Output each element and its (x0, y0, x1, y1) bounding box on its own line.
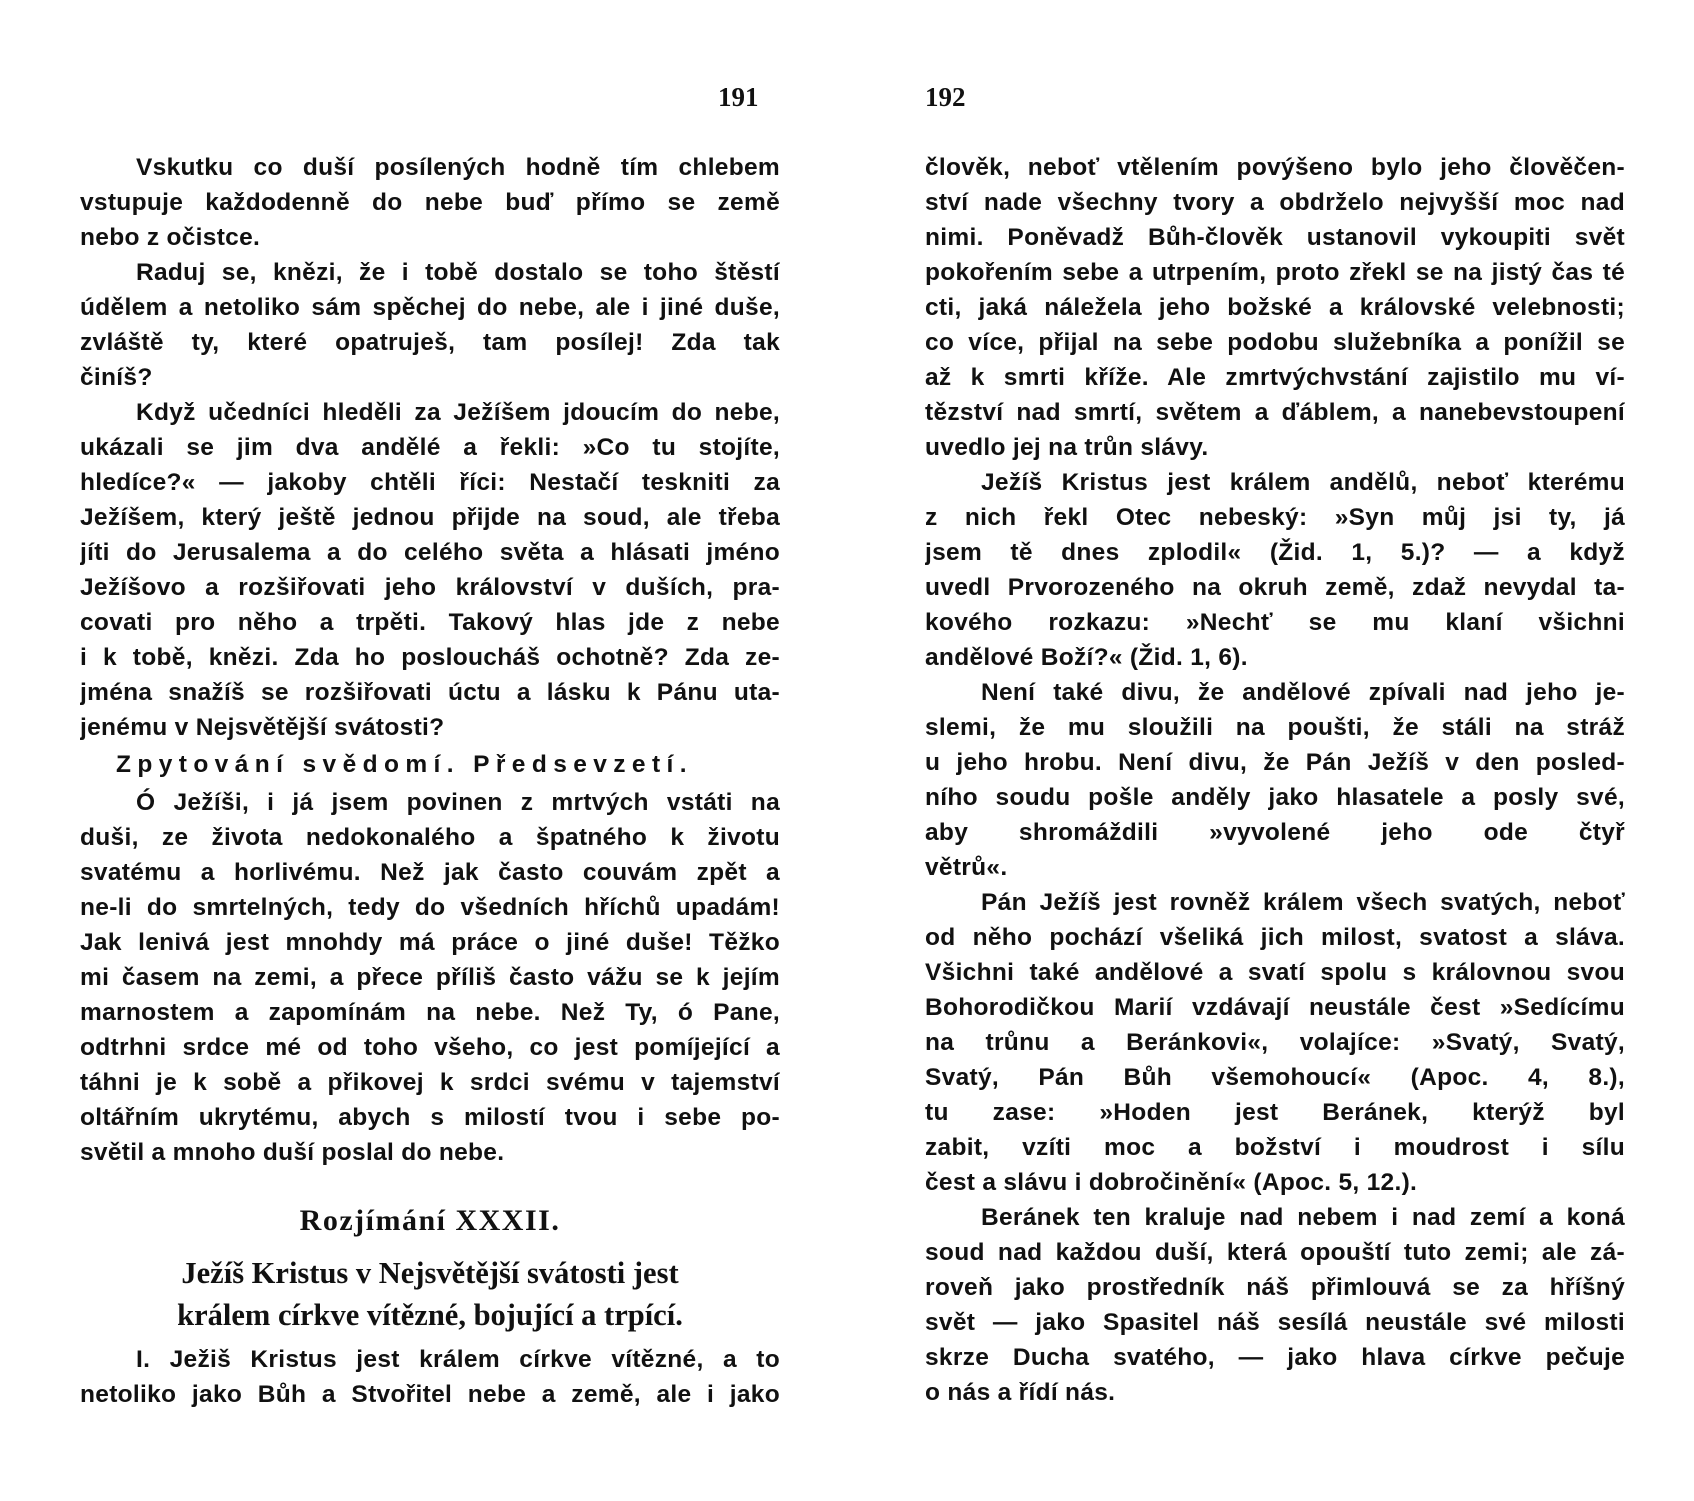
left-page (80, 0, 780, 1501)
text-line: nebo z očistce. (80, 224, 261, 251)
text-line: Pán Ježíš jest rovněž králem všech svatých, neboť (981, 889, 1625, 916)
text-line: Bohorodičkou Marií vzdávají neustále čest »Sedícímu (925, 994, 1625, 1021)
text-line: Ježíš Kristus jest králem andělů, neboť kterému (981, 469, 1625, 496)
left-page-body (80, 150, 780, 1412)
text-line: světil a mnoho duší poslal do nebe. (80, 1139, 505, 1166)
text-line: údělem a netoliko sám spěchej do nebe, ale i jiné duše, (80, 294, 780, 321)
text-line: uvedlo jej na trůn slávy. (925, 434, 1209, 461)
text-line: oltářním ukrytému, abych s milostí tvou i sebe po- (80, 1104, 780, 1131)
text-line: jenému v Nejsvětější svátosti? (80, 714, 445, 741)
text-line: Není také divu, že andělové zpívali nad jeho je- (981, 679, 1625, 706)
text-line: nimi. Poněvadž Bůh-člověk ustanovil vykoupiti svět (925, 224, 1625, 251)
subheading: Zpytování svědomí. Předsevzetí. (116, 751, 693, 778)
text-line: hledíce?« — jakoby chtěli říci: Nestačí teskniti za (80, 469, 780, 496)
text-line: vstupuje každodenně do nebe buď přímo se země (80, 189, 780, 216)
text-line: člověk, neboť vtělením povýšeno bylo jeho člověčen- (925, 154, 1625, 181)
text-line: odtrhni srdce mé od toho všeho, co jest pomíjející a (80, 1034, 780, 1061)
text-line: zvláště ty, které opatruješ, tam posílej! Zda tak (80, 329, 780, 356)
text-line: táhni je k sobě a přikovej k srdci svému v tajemství (80, 1069, 780, 1096)
text-line: čest a slávu i dobročinění« (Apoc. 5, 12.). (925, 1169, 1418, 1196)
text-line: marnostem a zapomínám na nebe. Než Ty, ó Pane, (80, 999, 780, 1026)
text-line: skrze Ducha svatého, — jako hlava církve pečuje (925, 1344, 1625, 1371)
text-line: roveň jako prostředník náš přimlouvá se za hříšný (925, 1274, 1625, 1301)
text-line: až k smrti kříže. Ale zmrtvýchvstání zajistilo mu ví- (925, 364, 1625, 391)
text-line: na trůnu a Beránkovi«, volajíce: »Svatý, Svatý, (925, 1029, 1625, 1056)
text-line: tu zase: »Hoden jest Beránek, kterýž byl (925, 1099, 1625, 1126)
text-line: netoliko jako Bůh a Stvořitel nebe a země, ale i jako (80, 1381, 780, 1408)
text-line: svět — jako Spasitel náš sesílá neustále své milosti (925, 1309, 1625, 1336)
section-heading: Rozjímání XXXII. (299, 1204, 561, 1237)
text-block (80, 150, 780, 745)
text-line: činíš? (80, 364, 153, 391)
text-line: Beránek ten kraluje nad nebem i nad zemí a koná (981, 1204, 1625, 1231)
text-line: Ježíšovo a rozšiřovati jeho království v duších, pra- (80, 574, 780, 601)
chapter-title (80, 1252, 780, 1336)
text-block (80, 1342, 780, 1412)
text-block (80, 785, 780, 1170)
text-line: Ó Ježíši, i já jsem povinen z mrtvých vstáti na (136, 789, 780, 816)
page-number: 192 (925, 82, 966, 112)
text-line: uvedl Prvorozeného na okruh země, zdaž nevydal ta- (925, 574, 1625, 601)
text-line: zabit, vzíti moc a božství i moudrost i sílu (925, 1134, 1625, 1161)
text-line: od něho pochází všeliká jich milost, svatost a sláva. (925, 924, 1625, 951)
text-line: svatému a horlivému. Než jak často couvám zpět a (80, 859, 780, 886)
text-line: o nás a řídí nás. (925, 1379, 1116, 1406)
text-line: Ježíšem, který ještě jednou přijde na soud, ale třeba (80, 504, 780, 531)
text-line: co více, přijal na sebe podobu služebníka a ponížil se (925, 329, 1625, 356)
text-line: větrů«. (925, 854, 1008, 881)
text-line: u jeho hrobu. Není divu, že Pán Ježíš v den posled- (925, 749, 1625, 776)
text-line: covati pro něho a trpěti. Takový hlas jde z nebe (80, 609, 780, 636)
text-line: jsem tě dnes zplodil« (Žid. 1, 5.)? — a když (925, 539, 1625, 566)
chapter-title-line: králem církve vítězné, bojující a trpící. (177, 1298, 683, 1332)
text-line: ství nade všechny tvory a obdrželo nejvyšší moc nad (925, 189, 1625, 216)
text-line: Vskutku co duší posílených hodně tím chlebem (136, 154, 780, 181)
text-line: soud nad každou duší, která opouští tuto zemi; ale zá- (925, 1239, 1625, 1266)
text-line: mi časem na zemi, a přece příliš často vážu se k jejím (80, 964, 780, 991)
chapter-title-line: Ježíš Kristus v Nejsvětější svátosti jest (181, 1256, 679, 1290)
text-line: Všichni také andělové a svatí spolu s královnou svou (925, 959, 1625, 986)
text-line: slemi, že mu sloužili na poušti, že stáli na stráž (925, 714, 1625, 741)
text-line: pokořením sebe a utrpením, proto zřekl se na jistý čas té (925, 259, 1625, 286)
text-line: duši, ze života nedokonalého a špatného k životu (80, 824, 780, 851)
page-number: 191 (718, 82, 759, 112)
text-line: ne-li do smrtelných, tedy do všedních hříchů upadám! (80, 894, 780, 921)
text-block (925, 150, 1625, 1410)
text-line: jména snažíš se rozšiřovati úctu a lásku k Pánu uta- (80, 679, 780, 706)
text-line: ního soudu pošle anděly jako hlasatele a posly své, (925, 784, 1625, 811)
text-line: kového rozkazu: »Nechť se mu klaní všichni (925, 609, 1625, 636)
text-line: cti, jaká náležela jeho božské a královské velebnosti; (925, 294, 1625, 321)
text-line: andělové Boží?« (Žid. 1, 6). (925, 644, 1248, 671)
text-line: aby shromáždili »vyvolené jeho ode čtyř (925, 819, 1625, 846)
text-line: Svatý, Pán Bůh všemohoucí« (Apoc. 4, 8.), (925, 1064, 1625, 1091)
right-page-body (925, 150, 1625, 1410)
text-line: jíti do Jerusalema a do celého světa a hlásati jméno (80, 539, 780, 566)
text-line: I. Ježiš Kristus jest králem církve vítězné, a to (136, 1346, 780, 1373)
text-line: z nich řekl Otec nebeský: »Syn můj jsi ty, já (925, 504, 1625, 531)
right-page (925, 0, 1625, 1501)
text-line: tězství nad smrtí, světem a ďáblem, a nanebevstoupení (925, 399, 1625, 426)
text-line: Raduj se, knězi, že i tobě dostalo se toho štěstí (136, 259, 780, 286)
text-line: ukázali se jim dva andělé a řekli: »Co tu stojíte, (80, 434, 780, 461)
text-line: i k tobě, knězi. Zda ho posloucháš ochotně? Zda ze- (80, 644, 780, 671)
text-line: Jak lenivá jest mnohdy má práce o jiné duše! Těžko (80, 929, 780, 956)
text-line: Když učedníci hleděli za Ježíšem jdoucím do nebe, (136, 399, 780, 426)
